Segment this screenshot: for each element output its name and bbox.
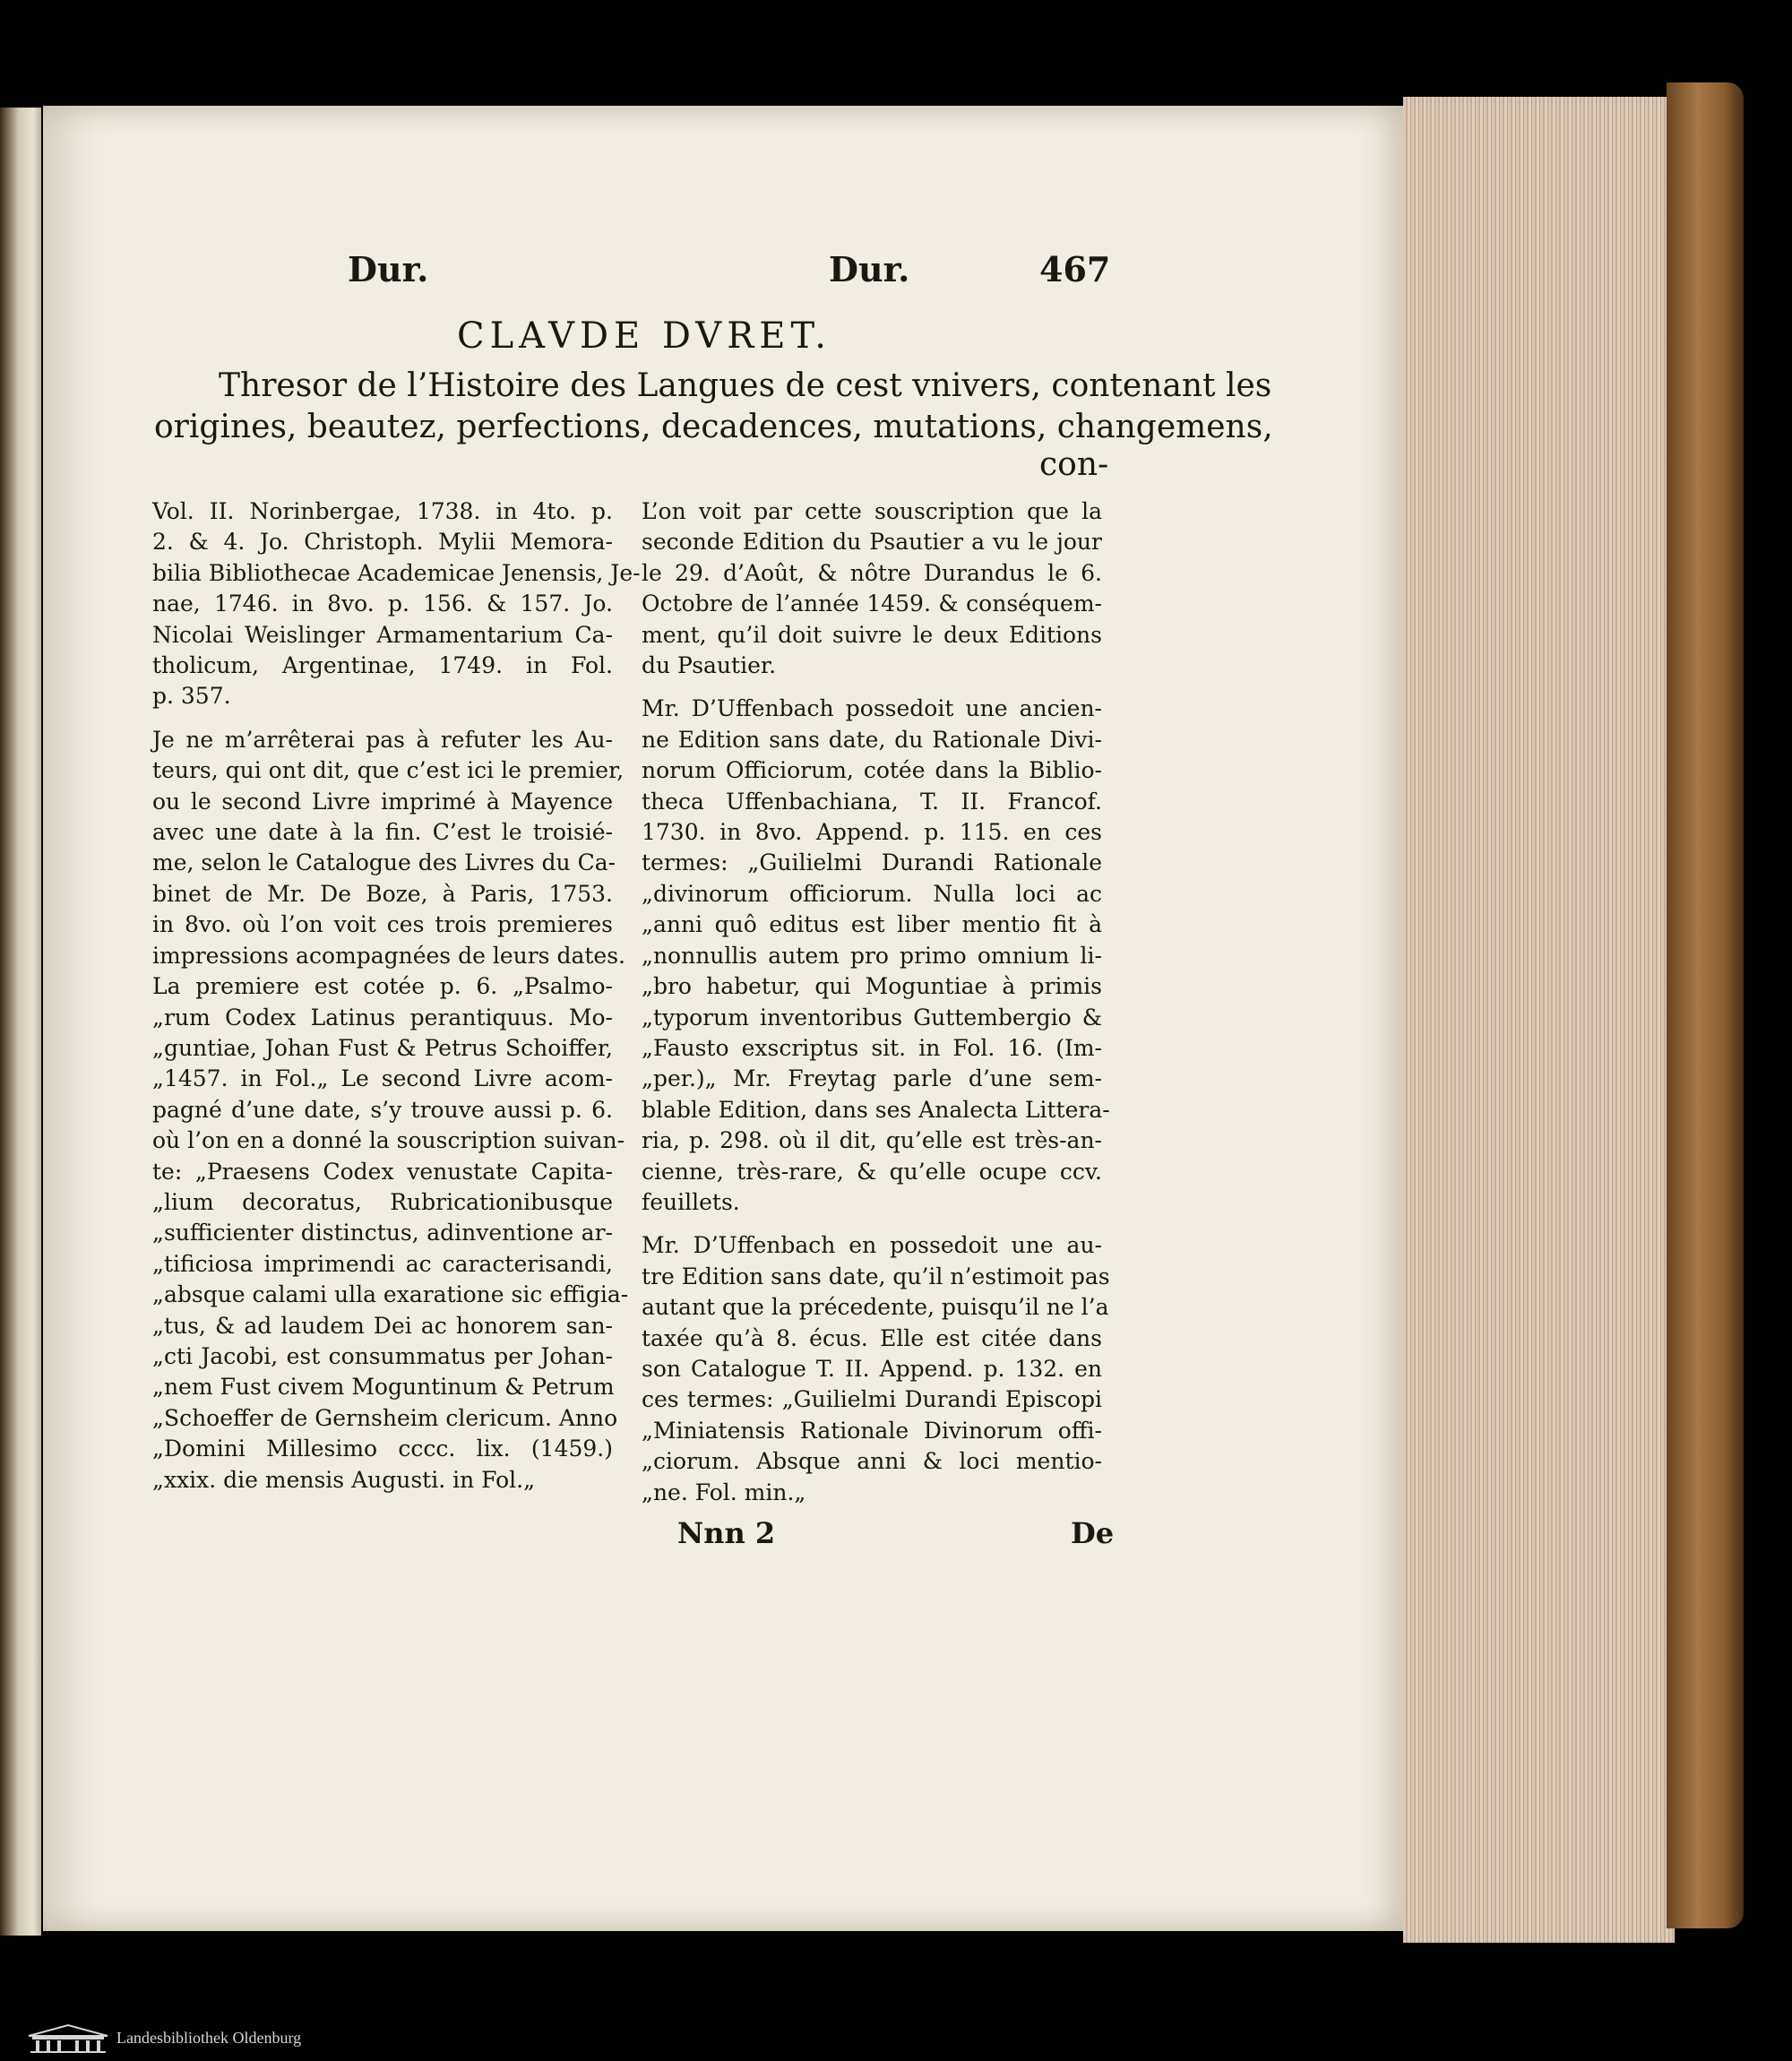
text-line: theca Uffenbachiana, T. II. Francof. xyxy=(642,788,1102,815)
paragraph-break xyxy=(642,681,1102,694)
paragraph-break xyxy=(152,712,613,725)
running-header-left: Dur. xyxy=(348,249,429,289)
text-line: tre Edition sans date, qu’il n’estimoit pas xyxy=(642,1263,1110,1289)
text-line: Vol. II. Norinbergae, 1738. in 4to. p. xyxy=(152,498,613,524)
text-line: termes: „Guilielmi Durandi Rationale xyxy=(642,849,1102,876)
text-line: „guntiae, Johan Fust & Petrus Schoiffer, xyxy=(152,1034,613,1061)
text-line: L’on voit par cette souscription que la xyxy=(642,498,1102,524)
text-line: avec une date à la fin. C’est le troisié- xyxy=(152,819,613,846)
right-column xyxy=(642,496,1110,1508)
text-line: Octobre de l’année 1459. & conséquem- xyxy=(642,591,1102,617)
text-line: norum Officiorum, cotée dans la Biblio- xyxy=(642,757,1102,784)
text-line: Mr. D’Uffenbach en possedoit une au- xyxy=(642,1232,1102,1259)
text-line: tholicum, Argentinae, 1749. in Fol. xyxy=(152,652,613,679)
text-line: cienne, très-rare, & qu’elle ocupe ccv. xyxy=(642,1158,1102,1185)
text-line: son Catalogue T. II. Append. p. 132. en xyxy=(642,1355,1102,1382)
catchword: De xyxy=(1071,1516,1115,1550)
text-line: „typorum inventoribus Guttembergio & xyxy=(642,1004,1102,1030)
text-line: te: „Praesens Codex venustate Capita- xyxy=(152,1158,613,1185)
text-line: teurs, qui ont dit, que c’est ici le premier, xyxy=(152,757,625,784)
text-line: „1457. in Fol.„ Le second Livre acom- xyxy=(152,1065,613,1092)
text-line: ria, p. 298. où il dit, qu’elle est très-an- xyxy=(642,1127,1102,1154)
page-number: 467 xyxy=(1039,249,1111,289)
text-line: „absque calami ulla exaratione sic effigia- xyxy=(152,1281,629,1308)
paragraph-break xyxy=(642,1218,1102,1230)
entry-heading: CLAVDE DVRET. xyxy=(457,315,832,357)
text-line: „lium decoratus, Rubricationibusque xyxy=(152,1188,613,1215)
book-cover-edge xyxy=(1667,82,1744,1928)
text-line: „nonnullis autem pro primo omnium li- xyxy=(642,942,1102,969)
text-line: „Schoeffer de Gernsheim clericum. Anno xyxy=(152,1404,618,1431)
text-line: „rum Codex Latinus perantiquus. Mo- xyxy=(152,1004,613,1030)
text-line: „nem Fust civem Moguntinum & Petrum xyxy=(152,1374,615,1401)
text-line: 1730. in 8vo. Append. p. 115. en ces xyxy=(642,819,1102,846)
text-line: où l’on en a donné la souscription suivan- xyxy=(152,1127,625,1154)
text-line: „sufficienter distinctus, adinventione ar- xyxy=(152,1220,613,1246)
text-line: ne Edition sans date, du Rationale Divi- xyxy=(642,726,1102,753)
text-line: ces termes: „Guilielmi Durandi Episcopi xyxy=(642,1386,1102,1413)
text-line: le 29. d’Août, & nôtre Durandus le 6. xyxy=(642,559,1102,586)
text-line: bilia Bibliothecae Academicae Jenensis, Je- xyxy=(152,559,641,586)
text-line: „Miniatensis Rationale Divinorum offi- xyxy=(642,1417,1102,1444)
text-line: seconde Edition du Psautier a vu le jour xyxy=(642,529,1102,556)
text-line: binet de Mr. De Boze, à Paris, 1753. xyxy=(152,880,613,907)
text-line: La premiere est cotée p. 6. „Psalmo- xyxy=(152,973,613,1000)
text-line: „cti Jacobi, est consummatus per Johan- xyxy=(152,1342,613,1369)
text-line: „Fausto exscriptus sit. in Fol. 16. (Im- xyxy=(642,1034,1102,1061)
signature-mark: Nnn 2 xyxy=(677,1516,776,1550)
title-line-2: origines, beautez, perfections, decadences, mutations, changemens, xyxy=(154,409,1273,445)
text-line: „anni quô editus est liber mentio fit à xyxy=(642,911,1102,938)
text-line: me, selon le Catalogue des Livres du Ca- xyxy=(152,849,616,876)
text-line: „ne. Fol. min.„ xyxy=(642,1479,806,1505)
library-name: Landesbibliothek Oldenburg xyxy=(116,2029,302,2047)
running-header-center: Dur. xyxy=(829,249,910,289)
text-line: Je ne m’arrêterai pas à refuter les Au- xyxy=(152,726,613,753)
text-line: „per.)„ Mr. Freytag parle d’une sem- xyxy=(642,1065,1102,1092)
text-line: pagné d’une date, s’y trouve aussi p. 6. xyxy=(152,1096,613,1123)
text-line: in 8vo. où l’on voit ces trois premieres xyxy=(152,911,613,938)
title-catchword: con- xyxy=(1039,446,1109,483)
text-line: p. 357. xyxy=(152,683,231,710)
text-line: „bro habetur, qui Moguntiae à primis xyxy=(642,973,1102,1000)
text-line: blable Edition, dans ses Analecta Littera- xyxy=(642,1096,1110,1123)
text-line: 2. & 4. Jo. Christoph. Mylii Memora- xyxy=(152,529,613,556)
text-line: du Psautier. xyxy=(642,652,777,679)
left-column xyxy=(152,496,641,1496)
text-line: feuillets. xyxy=(642,1188,740,1215)
facing-page-edge xyxy=(0,108,41,1936)
text-line: „ciorum. Absque anni & loci mentio- xyxy=(642,1448,1102,1475)
text-line: nae, 1746. in 8vo. p. 156. & 157. Jo. xyxy=(152,591,613,617)
text-line: „tus, & ad laudem Dei ac honorem san- xyxy=(152,1312,613,1339)
text-line: ou le second Livre imprimé à Mayence xyxy=(152,788,613,815)
title-line-1: Thresor de l’Histoire des Langues de cest vnivers, contenant les xyxy=(219,367,1272,404)
text-line: Nicolai Weislinger Armamentarium Ca- xyxy=(152,621,613,648)
page-block-edges xyxy=(1403,97,1675,1943)
library-building-icon xyxy=(27,2023,109,2054)
footer-bar xyxy=(0,2016,1792,2061)
text-line: Mr. D’Uffenbach possedoit une ancien- xyxy=(642,695,1102,722)
text-line: impressions acompagnées de leurs dates. xyxy=(152,942,625,969)
text-line: „Domini Millesimo cccc. lix. (1459.) xyxy=(152,1436,613,1462)
text-line: ment, qu’il doit suivre le deux Editions xyxy=(642,621,1102,648)
text-line: „divinorum officiorum. Nulla loci ac xyxy=(642,880,1102,907)
text-line: autant que la précedente, puisqu’il ne l’a xyxy=(642,1294,1109,1321)
text-line: „tificiosa imprimendi ac caracterisandi, xyxy=(152,1250,613,1277)
text-line: „xxix. die mensis Augusti. in Fol.„ xyxy=(152,1466,536,1493)
text-line: taxée qu’à 8. écus. Elle est citée dans xyxy=(642,1324,1102,1351)
